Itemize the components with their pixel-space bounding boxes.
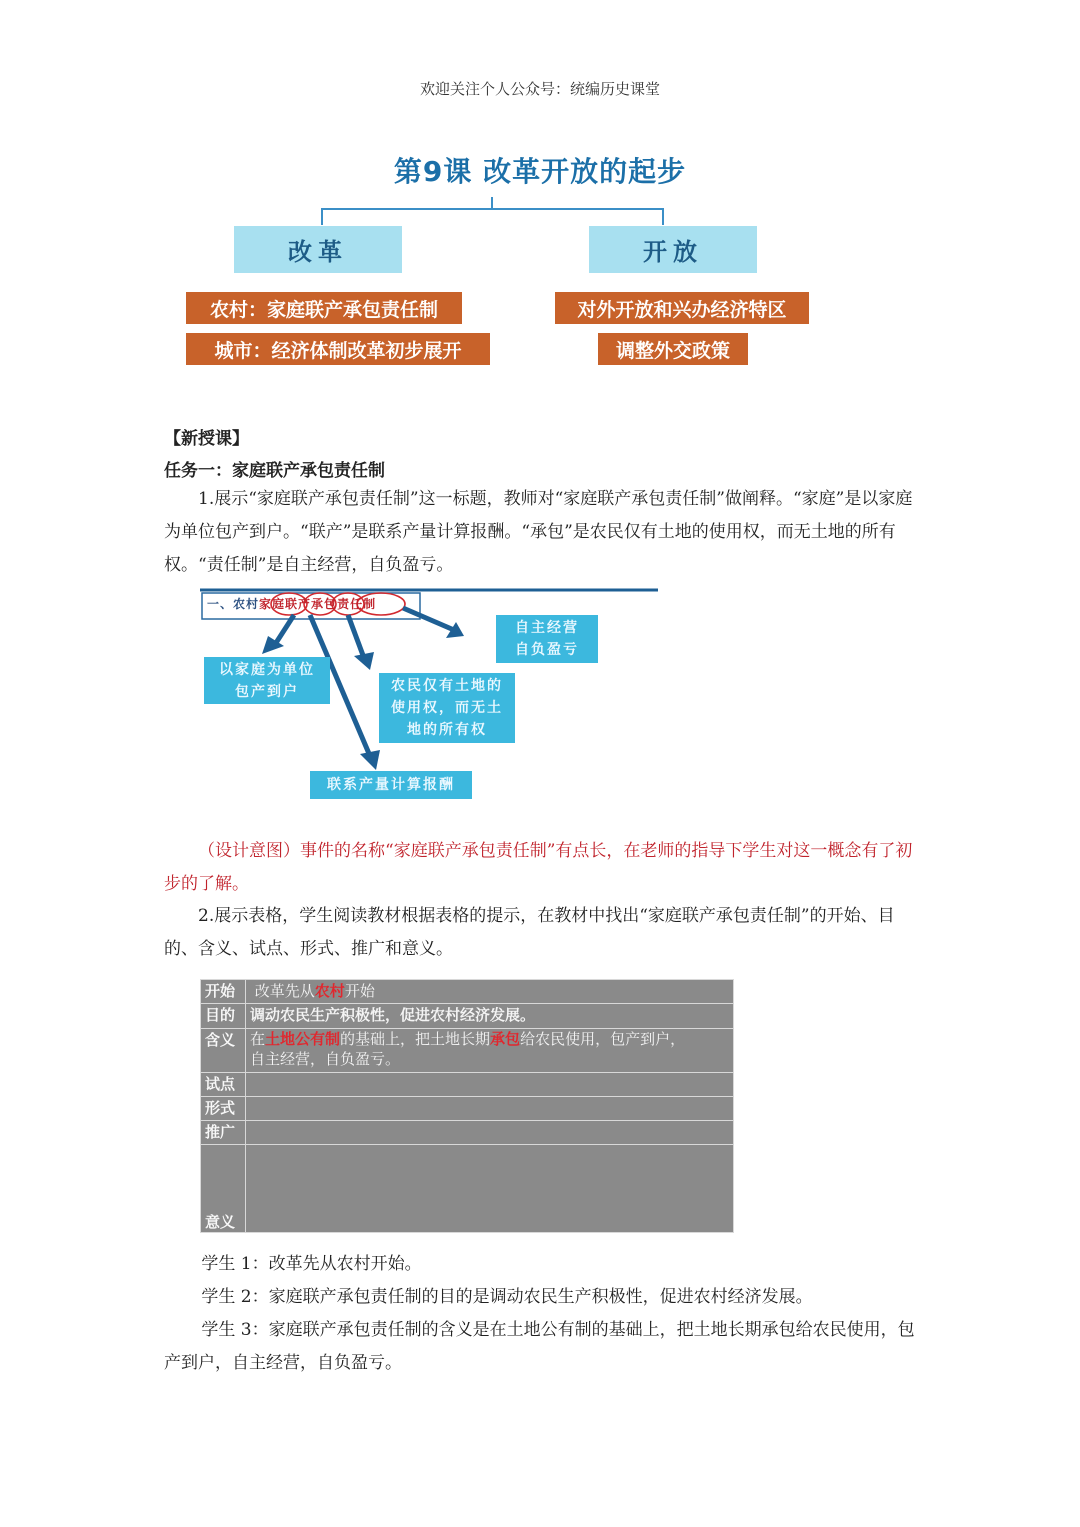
category-opening: 开放 [589,226,757,273]
value-meaning: 在土地公有制的基础上，把土地长期承包给农民使用，包产到户， 自主经营，自负盈亏。 [246,1029,734,1073]
student-answer-3: 学生 3：家庭联产承包责任制的含义是在土地公有制的基础上，把土地长期承包给农民使用，包产到户，自主经营，自负盈亏。 [164,1320,915,1373]
page-header: 欢迎关注个人公众号：统编历史课堂 [419,80,660,98]
table-row [201,1121,734,1145]
table-row [201,1097,734,1121]
table-row [201,980,734,1004]
task1-title: 任务一：家庭联产承包责任制 [164,461,385,481]
section-label: 【新授课】 [164,429,249,449]
table-row [201,1073,734,1097]
item-rural: 农村：家庭联产承包责任制 [186,292,462,324]
box-family: 以家庭为单位 包产到户 [204,657,330,704]
item-diplomacy: 调整外交政策 [598,333,748,365]
table-row [201,1029,734,1073]
paragraph-2: 2.展示表格，学生阅读教材根据表格的提示，在教材中找出“家庭联产承包责任制”的开始、目的、含义、试点、形式、推广和意义。 [164,906,895,959]
label-form: 形式 [201,1097,246,1121]
table-row [201,1145,734,1233]
box-link: 联系产量计算报酬 [310,771,472,799]
label-purpose: 目的 [201,1004,246,1029]
box-contract: 农民仅有土地的 使用权，而无土 地的所有权 [379,673,515,743]
label-meaning: 含义 [201,1029,246,1073]
box-responsibility: 自主经营 自负盈亏 [496,615,598,663]
item-opening: 对外开放和兴办经济特区 [555,292,809,324]
info-table [200,979,734,1233]
paragraph-1: 1.展示“家庭联产承包责任制”这一标题，教师对“家庭联产承包责任制”做阐释。“家庭”是以家庭为单位包产到户。“联产”是联系产量计算报酬。“承包”是农民仅有土地的使用权，而无土地的所有权。“责任制”是自主经营，自负盈亏。 [164,489,913,575]
design-intent: （设计意图）事件的名称“家庭联产承包责任制”有点长，在老师的指导下学生对这一概念有了初步的了解。 [164,841,913,894]
label-significance: 意义 [201,1145,246,1233]
student-answer-1: 学生 1：改革先从农村开始。 [201,1254,422,1274]
value-start: 改革先从农村开始 [246,980,734,1004]
lesson-title: 第9课 改革开放的起步 [393,155,687,188]
mindmap-bracket [320,195,670,227]
value-purpose: 调动农民生产积极性，促进农村经济发展。 [246,1004,734,1029]
table-row [201,1004,734,1029]
category-reform: 改革 [234,226,402,273]
label-pilot: 试点 [201,1073,246,1097]
item-urban: 城市：经济体制改革初步展开 [186,333,490,365]
label-promotion: 推广 [201,1121,246,1145]
label-start: 开始 [201,980,246,1004]
diagram-heading: 一、农村家庭联产承包责任制 [207,597,377,611]
student-answer-2: 学生 2：家庭联产承包责任制的目的是调动农民生产积极性，促进农村经济发展。 [201,1287,813,1307]
